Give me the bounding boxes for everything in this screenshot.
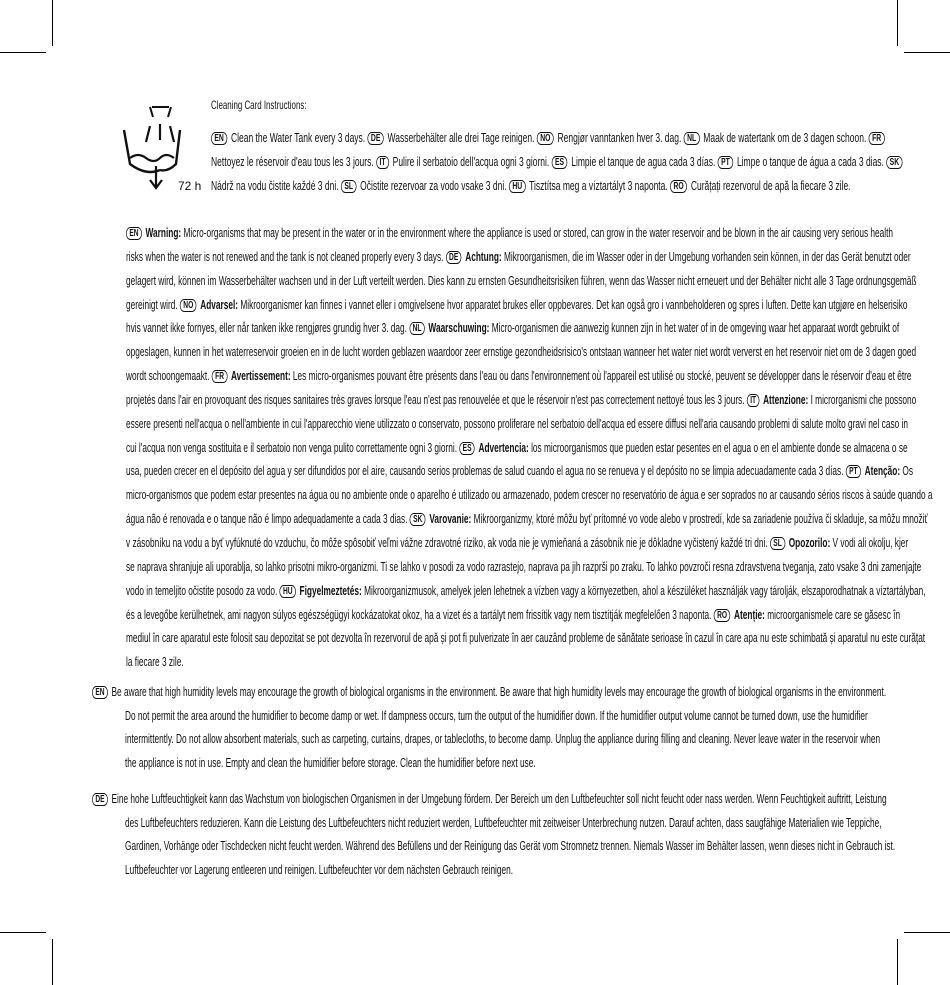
cleaning-text: Maak de watertank om de 3 dagen schoon. [700,131,869,145]
warning-text: Mikroorganizmusok, amelyek jelen lehetnek a vízben vagy a környezetben, ahol a készüléket használják vagy tárolják, elszaporodhatnak a víztartályban, [361,583,926,598]
warning-text: opgeslagen, kunnen in het waterreservoir groeien en in de lucht worden geblazen waardoor zeer ernstige gezondheidsrisico's ontstaan wanneer het water niet wordt ververst en het reservoir niet om de 3 dagen goed [126,345,917,360]
warning-text: Micro-organismen die aanwezig kunnen zijn in het water of in de omgeving waar het apparaat wordt gebruikt of [489,321,900,336]
warning-heading: Atenție: [734,607,765,622]
language-badge: ES [552,156,568,169]
language-badge: EN [92,686,108,699]
cleaning-line [211,174,871,198]
warning-line-text [126,389,916,413]
language-badge: RO [670,180,687,193]
warning-line [126,508,928,532]
warning-heading: Opozorilo: [788,535,831,550]
cleaning-line [211,126,882,150]
warning-section [126,222,933,675]
warning-line [126,365,912,389]
warning-heading: Waarschuwing: [428,321,490,336]
warning-line [126,651,866,675]
warning-line [126,341,917,365]
water-tank-icon [118,104,210,200]
warning-line-text [126,294,908,318]
paragraph-line [92,812,882,836]
warning-text: I microrganismi che possono [808,392,917,407]
warning-line [126,556,922,580]
warning-text: microorganismele care se găsesc în [764,607,901,622]
cleaning-text: Pulire il serbatoio dell'acqua ogni 3 giorni. [390,155,552,169]
crop-mark [897,0,898,46]
language-badge: SK [886,156,902,169]
paragraph-text: des Luftbefeuchters reduzieren. Kann die Leistung des Luftbefeuchters nicht reduziert werden, Luftbefeuchter mit zeitweiser Unterbrechung nutzen. Darauf achten, dass saugfähige Materialien wie Teppiche, [125,815,882,830]
language-badge: DE [446,251,462,264]
paragraph-line [92,681,887,705]
crop-mark [0,52,46,53]
warning-text: wordt schoongemaakt. [126,369,212,384]
paragraph-line-text [125,752,536,776]
paragraph-line [92,835,896,859]
warning-line-text [126,437,908,461]
icon-label: 72 h [178,179,202,193]
cleaning-text: Nádrž na vodu čistite každé 3 dni. [211,179,341,193]
language-badge: SK [410,513,426,526]
warning-heading: Advertencia: [478,440,529,455]
warning-line [126,627,926,651]
language-badge: NL [409,322,425,335]
warning-line-text [126,365,912,389]
cleaning-instructions [211,126,900,198]
language-badge: IT [747,394,760,407]
warning-line [126,580,926,604]
language-badge: DE [368,132,384,145]
language-badge: HU [280,585,296,598]
warning-line-text [126,460,913,484]
warning-text: água não é renovada e o tanque não é limpo adequadamente a cada 3 dias. [126,512,410,527]
warning-line-text [126,651,184,675]
language-badge: SL [770,537,785,550]
crop-mark [52,0,53,46]
warning-text: la fiecare 3 zile. [126,655,184,670]
humidity-notice-en [92,681,887,775]
crop-mark [904,52,950,53]
warning-line [126,437,908,461]
warning-line [126,270,917,294]
cleaning-line [211,150,900,174]
cleaning-line-text [211,150,904,174]
cleaning-text: Rengjør vanntanken hver 3. dag. [555,131,684,145]
paragraph-line [92,705,868,729]
paragraph-line [92,752,862,776]
language-badge: HU [509,180,526,193]
warning-text: mediul în care aparatul este folosit sau depozitat se pot dezvolta în rezervorul de apă și pot fi pulverizate în aer cauzând probleme de sănătate serioase în cazul în care apa nu este schimbată și aparatul nu este curățat [126,631,926,646]
language-badge: EN [126,227,142,240]
warning-text: Mikroorganismer kan finnes i vannet eller i omgivelsene hvor apparatet brukes eller oppbevares. Det kan også gro i vannbeholderen og spres i luften. Dette kan utgjøre en helserisiko [238,297,908,312]
paragraph-line-text [92,681,886,705]
paragraph-text: Be aware that high humidity levels may encourage the growth of biological organisms in the environment. Be aware that high humidity levels may encourage the growth of biological organisms in the environment. [109,685,887,699]
paragraph-line [92,788,887,812]
paragraph-line-text [125,835,895,859]
crop-mark [0,932,46,933]
warning-line [126,532,909,556]
cleaning-text: Očistite rezervoar za vodo vsake 3 dni. [357,179,509,193]
warning-text: vodo in temeljito očistite posodo za vodo. [126,583,280,598]
warning-text: los microorganismos que pueden estar pesentes en el agua o en el ambiente donde se almacena o se [528,440,908,455]
language-badge: EN [211,132,227,145]
warning-line [126,389,917,413]
warning-heading: Warning: [145,226,182,240]
warning-text: hvis vannet ikke fornyes, eller når tanken ikke rengjøres grundig hver 3. dag. [126,321,410,336]
warning-text: Os [900,464,914,479]
language-badge: IT [376,156,389,169]
language-badge: NO [537,132,554,145]
warning-text: v zásobníku na vodu a byť vyfúknuté do vzduchu, čo môže spôsobiť veľmi vážne zdravotné riziko, ak voda nie je vymieňaná a zásobník nie je dôkladne vyčistený každé tri dni. [126,535,770,550]
warning-text: essere presenti nell'acqua o nell'ambiente in cui l'apparecchio viene utilizzato o conservato, possono proliferare nel serbatoio dell'acqua ed essere diffusi nell'aria causando problemi di salute molto gravi nel caso in [126,416,908,431]
cleaning-text: Curățați rezervorul de apă la fiecare 3 zile. [688,179,851,193]
warning-line-text [126,532,908,556]
warning-line-text [126,604,900,628]
crop-mark [897,939,898,985]
warning-text: V vodi ali okolju, kjer [830,535,909,550]
language-badge: PT [718,156,733,169]
warning-line [126,246,911,270]
warning-line [126,222,894,246]
language-badge: FR [869,132,885,145]
language-badge: NO [180,299,197,312]
paragraph-text: Gardinen, Vorhänge oder Tischdecken nicht feucht werden. Während des Befüllens und der Reinigung das Gerät vom Stromnetz trennen. Niemals Wasser im Behälter lassen, wenn dieses nicht in Gebrauch ist. [125,839,896,854]
humidity-notice-de [92,788,896,882]
warning-line-text [126,270,916,294]
card-title: Cleaning Card Instructions: [211,98,307,112]
paragraph-line-text [92,788,887,812]
warning-text: Mikroorganismen, die im Wasser oder in der Umgebung vorhanden sein können, in der das Gerät benutzt oder [501,249,911,264]
warning-line-text [126,580,926,604]
warning-text: usa, pueden crecer en el depósito del agua y ser difundidos por el aire, causando serios problemas de salud cuando el agua no se renueva y el depósito no se limpia adecuadamente cada 3 días. [126,464,846,479]
cleaning-text: Nettoyez le réservoir d'eau tous les 3 jours. [211,155,377,169]
paragraph-line-text [125,705,868,729]
warning-text: Les micro-organismes pouvant être présents dans l'eau ou dans l'environnement où l'appareil est utilisé ou stocké, peuvent se développer dans le réservoir d'eau et être [290,369,912,384]
warning-line-text [126,508,928,532]
warning-line-text [126,484,933,508]
warning-line [126,413,908,437]
paragraph-line-text [125,859,513,883]
warning-heading: Attenzione: [763,392,809,407]
warning-line-text [126,556,921,580]
paragraph-text: Luftbefeuchter vor Lagerung entleeren und reinigen. Luftbefeuchter vor dem nächsten Gebrauch reinigen. [125,862,514,877]
warning-line-text [126,627,925,651]
paragraph-line-text [125,812,882,836]
cleaning-line-text [211,126,886,150]
cleaning-text: Wasserbehälter alle drei Tage reinigen. [385,131,537,145]
language-badge: FR [212,370,228,383]
warning-line [126,294,908,318]
language-badge: NL [684,132,700,145]
paragraph-text: intermittently. Do not allow absorbent materials, such as carpeting, curtains, drapes, or tablecloths, to become damp. Unplug the appliance during filling and cleaning. Never leave water in the reservoir when [125,732,881,747]
water-tank-cleaning-icon [118,104,210,200]
warning-line-text [126,246,911,270]
warning-heading: Varovanie: [429,512,472,527]
warning-line-text [126,222,893,246]
cleaning-line-text [211,174,851,198]
crop-mark [52,939,53,985]
warning-line-text [126,341,916,365]
cleaning-text: Clean the Water Tank every 3 days. [228,131,368,145]
cleaning-text: Limpie el tanque de agua cada 3 días. [568,155,718,169]
warning-text: gelagert wird, können im Wasserbehälter wachsen und in der Luft verteilt werden. Dies kann zu ernsten Gesundheitsrisiken führen, wenn das Wasser nicht erneuert und der Behälter nicht alle 3 Tage ordnungsgemäß [126,273,917,288]
language-badge: PT [846,465,861,478]
language-badge: SL [341,180,356,193]
warning-text: se naprava shranjuje ali uporablja, so lahko prisotni mikro-organizmi. Ti se lahko v posodi za vodo razrastejo, naprava pa jih razprši po zraku. To lahko povzroči resna zdravstvena tveganja, zato vsake 3 dni zamenjajte [126,559,922,574]
warning-line [126,484,933,508]
warning-line-text [126,413,908,437]
warning-heading: Atenção: [864,464,901,479]
warning-text: és a levegőbe kerülhetnek, ami nagyon súlyos egészségügyi kockázatokat okoz, ha a vizet és a tartályt nem frissítik vagy nem tisztítják megfelelően 3 naponta. [126,607,714,622]
warning-line [126,460,914,484]
warning-heading: Achtung: [465,249,502,264]
paragraph-text: Do not permit the area around the humidifier to become damp or wet. If dampness occurs, turn the output of the humidifier down. If the humidifier output volume cannot be turned down, use the humidifier [125,708,868,723]
warning-heading: Figyelmeztetés: [299,583,362,598]
cleaning-text: Tisztítsa meg a víztartályt 3 naponta. [526,179,671,193]
paragraph-text: the appliance is not in use. Empty and clean the humidifier before storage. Clean the humidifier before next use. [125,755,536,770]
warning-text: micro-organismos que podem estar presentes na água ou no ambiente onde o aparelho é utilizado ou armazenado, podem crescer no reservatório de água e ser soprados no ar causando sérios riscos à saúde quando a [126,488,933,503]
paragraph-text: Eine hohe Luftfeuchtigkeit kann das Wachstum von biologischen Organismen in der Umgebung fördern. Der Bereich um den Luftbefeuchter soll nicht feucht oder nass werden. Wenn Feuchtigkeit auftritt, Leistung [109,792,887,806]
warning-heading: Advarsel: [200,297,239,312]
paragraph-line [92,859,862,883]
language-badge: ES [459,442,475,455]
crop-mark [904,932,950,933]
language-badge: RO [714,609,731,622]
warning-text: cui l'acqua non venga sostituita e il serbatoio non venga pulito correttamente ogni 3 giorni. [126,440,460,455]
language-badge: DE [92,793,108,806]
warning-text: projetés dans l'air en provoquant des risques sanitaires très graves lorsque l'eau n'est pas renouvelée et que le réservoir n'est pas correctement nettoyé tous les 3 jours. [126,392,747,407]
warning-line [126,317,900,341]
warning-heading: Avertissement: [230,369,291,384]
warning-line-text [126,317,899,341]
cleaning-text: Limpe o tanque de água a cada 3 dias. [734,155,887,169]
warning-text: Micro-organisms that may be present in the water or in the environment where the appliance is used or stored, can grow in the water reservoir and be blown in the air causing very serious health [181,226,894,240]
paragraph-line [92,728,881,752]
warning-text: risks when the water is not renewed and the tank is not cleaned properly every 3 days. [126,249,446,264]
warning-text: gereinigt wird. [126,297,180,312]
paragraph-line-text [125,728,880,752]
warning-line [126,604,901,628]
warning-text: Mikroorganizmy, ktoré môžu byť prítomné vo vode alebo v prostredí, kde sa zariadenie používa či skladuje, sa môžu množiť [471,512,928,527]
